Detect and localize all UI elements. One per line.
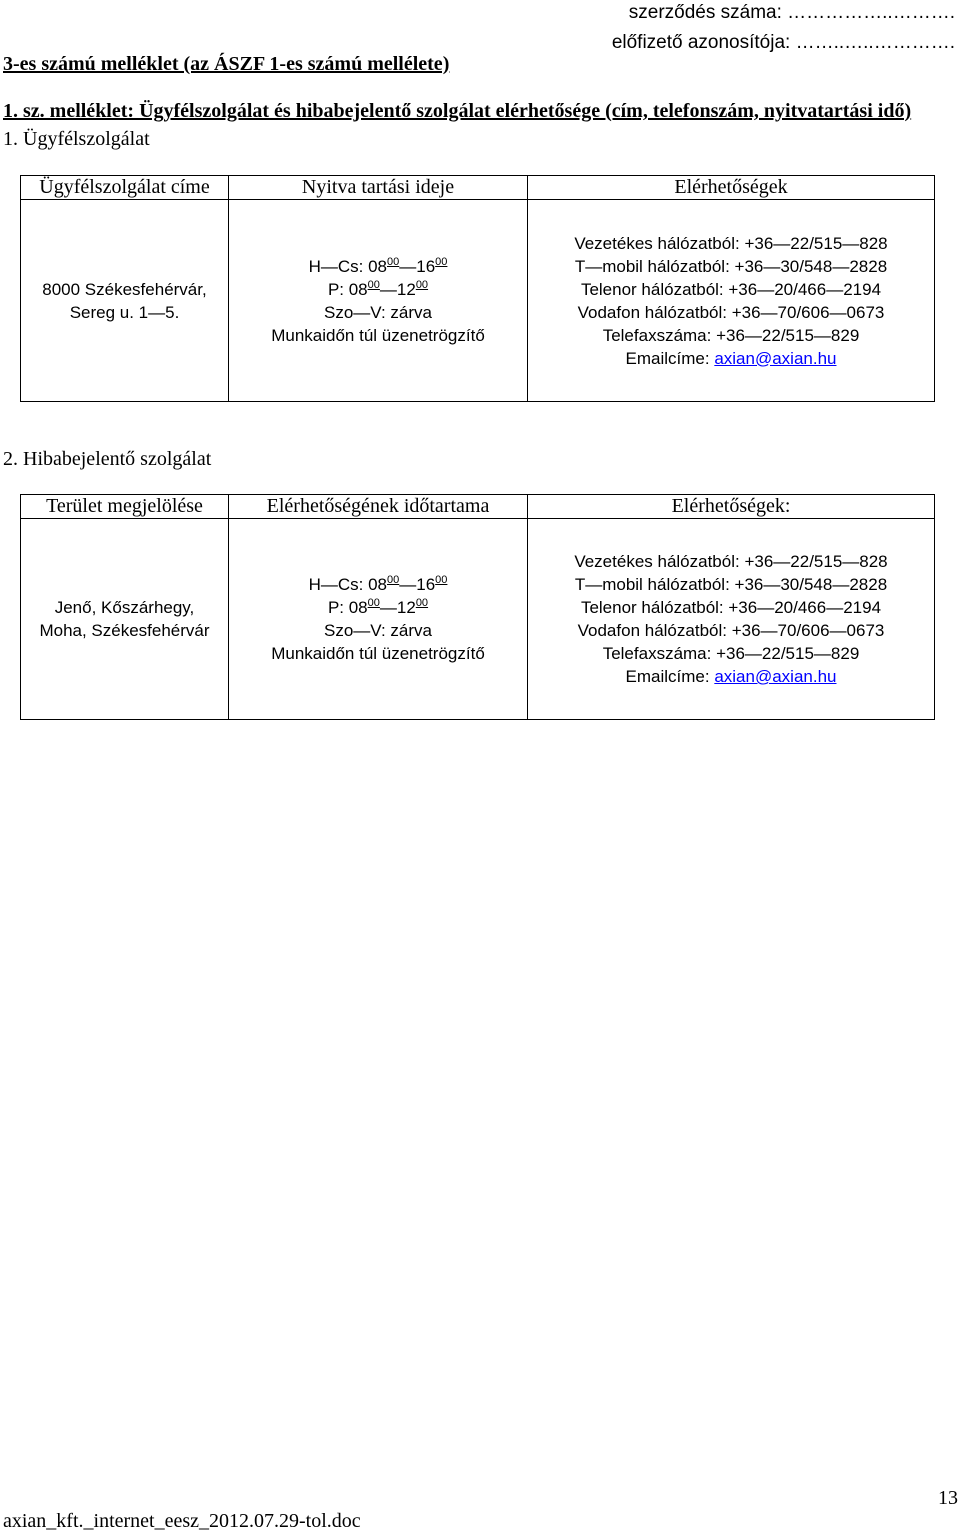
contact-line: Vodafon hálózatból: +36—70/606—0673	[577, 302, 885, 322]
contact-line: T—mobil hálózatból: +36—30/548—2828	[574, 575, 888, 594]
fault-reporting-table	[20, 494, 935, 720]
contact-line: Vezetékes hálózatból: +36—22/515—828	[574, 233, 888, 253]
weekend-hours-line: Szo—V: zárva	[323, 621, 433, 640]
footer-filename: axian_kft._internet_eesz_2012.07.29-tol.doc	[3, 1510, 361, 1532]
contacts-cell	[528, 200, 934, 401]
after-hours-note: Munkaidőn túl üzenetrögzítő	[271, 644, 485, 663]
friday-hours-line	[328, 278, 428, 301]
column-header-contacts: Elérhetőségek:	[671, 495, 791, 517]
contact-line: Vezetékes hálózatból: +36—22/515—828	[574, 552, 888, 571]
contact-line: Vodafon hálózatból: +36—70/606—0673	[577, 621, 885, 640]
availability-cell	[229, 519, 528, 719]
subscriber-id-field: előfizető azonosítója: ……..…..………….	[611, 32, 955, 53]
appendix-title: 1. sz. melléklet: Ügyfélszolgálat és hibabejelentő szolgálat elérhetősége (cím, telefonszám, nyitvatartási idő)	[3, 100, 912, 122]
email-label: Emailcíme:	[625, 348, 715, 368]
column-header-area: Terület megjelölése	[21, 495, 229, 518]
table-row	[21, 519, 934, 719]
opening-hours-cell	[229, 200, 528, 401]
email-line	[626, 665, 837, 688]
table-row	[21, 200, 934, 401]
hours-text: P: 08	[327, 598, 368, 617]
hours-text: H—Cs: 08	[308, 256, 387, 276]
hours-text: —16	[399, 575, 436, 594]
hours-text: —12	[379, 598, 416, 617]
fault-reporting-heading: 2. Hibabejelentő szolgálat	[3, 448, 212, 470]
hours-minutes: 00	[435, 574, 448, 586]
contacts-cell	[528, 519, 934, 719]
area-cell	[21, 519, 229, 719]
column-header-address: Ügyfélszolgálat címe	[21, 176, 229, 199]
contact-line: Telefaxszáma: +36—22/515—829	[602, 644, 860, 663]
hours-minutes: 00	[415, 597, 429, 609]
hours-minutes: 00	[415, 278, 429, 291]
column-header-contacts: Elérhetőségek	[674, 176, 788, 198]
hours-text: —16	[399, 256, 436, 276]
hours-text: P: 08	[327, 279, 368, 299]
contract-number-field: szerződés száma: ……………..……….	[628, 2, 955, 23]
contact-line: Telefaxszáma: +36—22/515—829	[602, 325, 860, 345]
hours-minutes: 00	[387, 255, 400, 268]
contact-line: Telenor hálózatból: +36—20/466—2194	[580, 598, 882, 617]
annex-title: 3-es számú melléklet (az ÁSZF 1-es számú mellélete)	[3, 53, 450, 75]
page-number: 13	[938, 1487, 958, 1509]
weekday-hours-line	[309, 255, 448, 278]
friday-hours-line	[328, 596, 428, 619]
address-cell	[21, 200, 229, 401]
column-header-opening-hours: Nyitva tartási ideje	[229, 176, 528, 199]
table-header-row	[21, 495, 934, 519]
column-header-availability: Elérhetőségének időtartama	[229, 495, 528, 518]
hours-minutes: 00	[435, 255, 448, 268]
hours-text: —12	[379, 279, 416, 299]
after-hours-note: Munkaidőn túl üzenetrögzítő	[271, 325, 485, 345]
address-line: Sereg u. 1—5.	[69, 302, 180, 322]
hours-minutes: 00	[387, 574, 400, 586]
table-header-row	[21, 176, 934, 200]
area-line: Jenő, Kőszárhegy,	[54, 598, 195, 617]
weekend-hours-line: Szo—V: zárva	[323, 302, 433, 322]
hours-text: H—Cs: 08	[308, 575, 387, 594]
email-label: Emailcíme:	[625, 667, 715, 686]
hours-minutes: 00	[367, 278, 380, 291]
contact-line: Telenor hálózatból: +36—20/466—2194	[580, 279, 882, 299]
weekday-hours-line	[309, 573, 448, 596]
email-line	[626, 347, 837, 370]
address-line: 8000 Székesfehérvár,	[42, 279, 207, 299]
contact-line: T—mobil hálózatból: +36—30/548—2828	[574, 256, 888, 276]
email-link[interactable]: axian@axian.hu	[714, 667, 837, 686]
email-link[interactable]: axian@axian.hu	[714, 348, 837, 368]
customer-service-table	[20, 175, 935, 402]
hours-minutes: 00	[367, 597, 380, 609]
customer-service-heading: 1. Ügyfélszolgálat	[3, 128, 150, 150]
area-line: Moha, Székesfehérvár	[39, 621, 210, 640]
